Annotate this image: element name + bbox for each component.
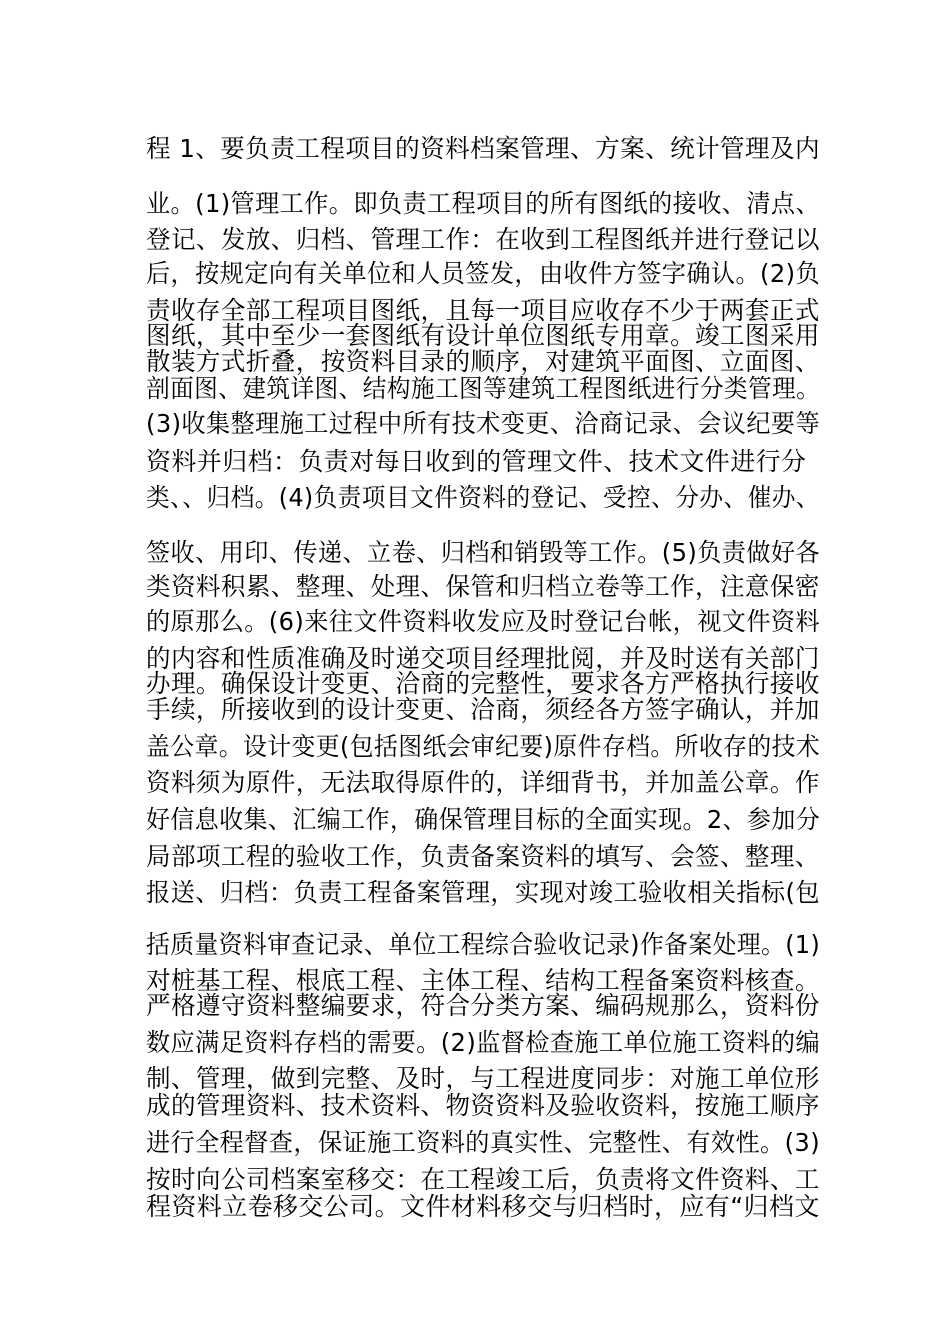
text-line: 程 1、要负责工程项目的资料档案管理、方案、统计管理及内 [146,134,821,163]
text-line: 数应满足资料存档的需要。(2)监督检查施工单位施工资料的编 [146,1028,821,1057]
text-line: 程资料立卷移交公司。文件材料移交与归档时，应有“归档文 [146,1192,820,1221]
text-line: 报送、归档：负责工程备案管理，实现对竣工验收相关指标(包 [146,878,820,907]
text-line: 散装方式折叠，按资料目录的顺序，对建筑平面图、立面图、 [146,347,820,376]
text-line: 签收、用印、传递、立卷、归档和销毁等工作。(5)负责做好各 [146,538,821,567]
text-line: 进行全程督查，保证施工资料的真实性、完整性、有效性。(3) [146,1128,821,1157]
text-line: 登记、发放、归档、管理工作：在收到工程图纸并进行登记以 [146,225,820,254]
text-line: 业。(1)管理工作。即负责工程项目的所有图纸的接收、清点、 [146,189,821,218]
text-line: 好信息收集、汇编工作，确保管理目标的全面实现。2、参加分 [146,805,821,834]
text-line: 办理。确保设计变更、洽商的完整性，要求各方严格执行接收 [146,669,820,698]
text-line: 的内容和性质准确及时递交项目经理批阅，并及时送有关部门 [146,644,820,673]
text-line: (3)收集整理施工过程中所有技术变更、洽商记录、会议纪要等 [146,409,821,438]
text-line: 类资料积累、整理、处理、保管和归档立卷等工作，注意保密 [146,572,820,601]
text-line: 手续，所接收到的设计变更、洽商，须经各方签字确认，并加 [146,695,820,724]
text-line: 局部项工程的验收工作，负责备案资料的填写、会签、整理、 [146,842,820,871]
text-line: 资料并归档：负责对每日收到的管理文件、技术文件进行分 [146,447,807,476]
text-line: 括质量资料审查记录、单位工程综合验收记录)作备案处理。(1) [146,930,821,959]
text-line: 对桩基工程、根底工程、主体工程、结构工程备案资料核查。 [146,966,820,995]
text-line: 制、管理，做到完整、及时，与工程进度同步：对施工单位形 [146,1064,820,1093]
text-line: 按时向公司档案室移交：在工程竣工后，负责将文件资料、工 [146,1165,820,1194]
text-line: 资料须为原件，无法取得原件的，详细背书，并加盖公章。作 [146,768,820,797]
text-line: 剖面图、建筑详图、结构施工图等建筑工程图纸进行分类管理。 [146,374,821,403]
text-line: 的原那么。(6)来往文件资料收发应及时登记台帐，视文件资料 [146,607,821,636]
text-line: 类、、归档。(4)负责项目文件资料的登记、受控、分办、催办、 [146,483,820,512]
text-line: 盖公章。设计变更(包括图纸会审纪要)原件存档。所收存的技术 [146,732,821,761]
text-line: 后，按规定向有关单位和人员签发，由收件方签字确认。(2)负 [146,259,821,288]
text-line: 严格遵守资料整编要求，符合分类方案、编码规那么，资料份 [146,991,820,1020]
text-line: 成的管理资料、技术资料、物资资料及验收资料，按施工顺序 [146,1091,820,1120]
text-line: 图纸，其中至少一套图纸有设计单位图纸专用章。竣工图采用 [146,321,820,350]
text-line: 责收存全部工程项目图纸，且每一项目应收存不少于两套正式 [146,296,820,325]
